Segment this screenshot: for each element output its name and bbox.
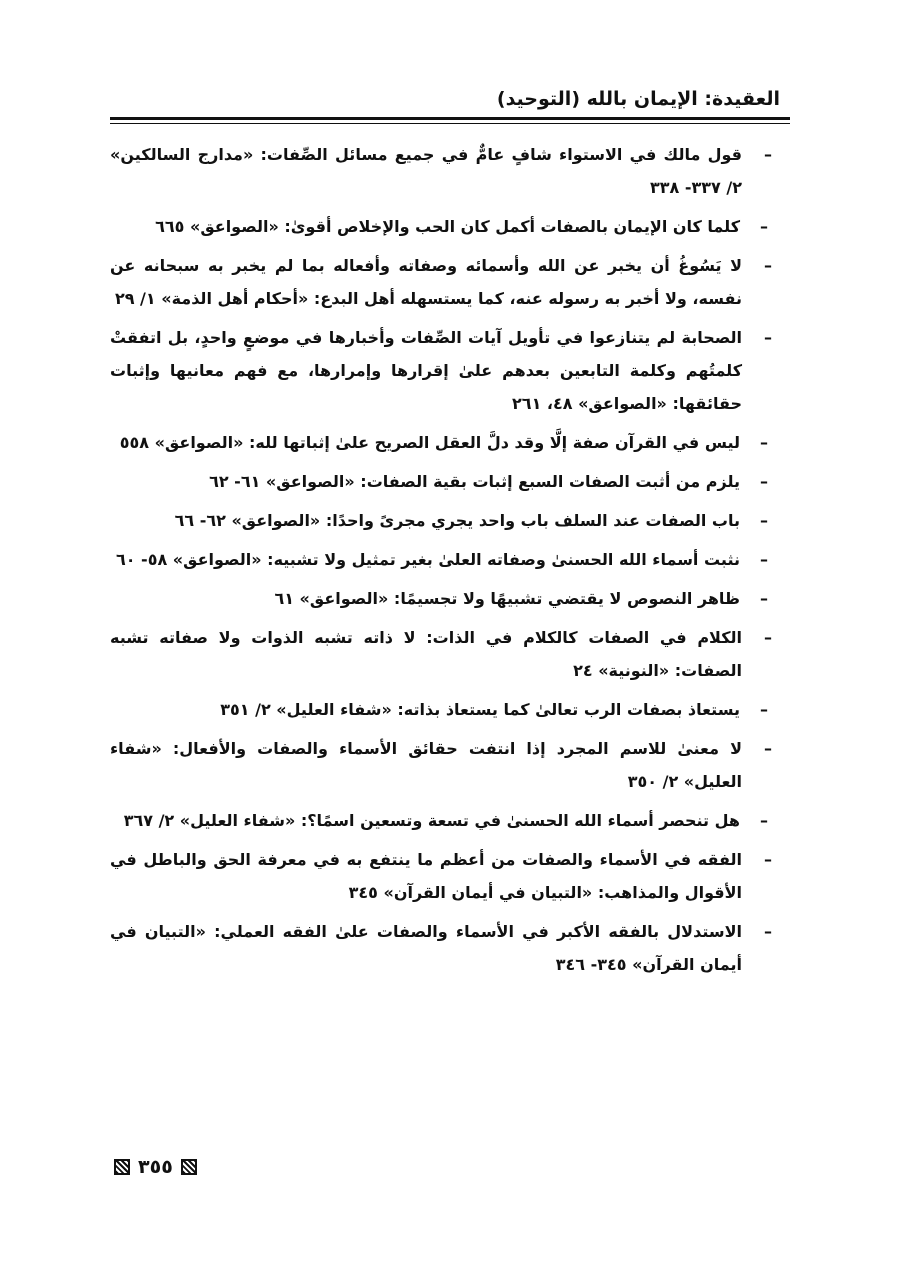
dash-bullet: – bbox=[760, 589, 768, 608]
index-entry bbox=[110, 543, 790, 576]
ornament-icon bbox=[181, 1159, 197, 1175]
dash-bullet: – bbox=[760, 550, 768, 569]
page-number: ٣٥٥ bbox=[138, 1156, 173, 1178]
dash-bullet: – bbox=[760, 472, 768, 491]
index-entry bbox=[110, 621, 790, 687]
index-entry bbox=[110, 693, 790, 726]
index-entry bbox=[110, 426, 790, 459]
entry-text: كلما كان الإيمان بالصفات أكمل كان الحب والإخلاص أقوىٰ: «الصواعق» ٦٦٥ bbox=[155, 217, 740, 236]
header-rule-thin bbox=[110, 123, 790, 124]
dash-bullet: – bbox=[760, 700, 768, 719]
entry-text: باب الصفات عند السلف باب واحد يجري مجرىً واحدًا: «الصواعق» ٦٢- ٦٦ bbox=[174, 511, 740, 530]
dash-bullet: – bbox=[764, 256, 772, 275]
index-entry bbox=[110, 321, 790, 420]
entry-text: ظاهر النصوص لا يقتضي تشبيهًا ولا تجسيمًا: «الصواعق» ٦١ bbox=[274, 589, 740, 608]
index-entry bbox=[110, 582, 790, 615]
entry-text: لا يَسُوغُ أن يخبر عن الله وأسمائه وصفاته وأفعاله بما لم يخبر به سبحانه عن نفسه، ولا أخبر به رسوله عنه، كما يستسهله أهل البدع: «أحكام أهل الذمة» ١/ ٢٩ bbox=[110, 256, 742, 308]
index-entry bbox=[110, 732, 790, 798]
running-header: العقيدة: الإيمان بالله (التوحيد) bbox=[496, 88, 780, 110]
entry-text: يستعاذ بصفات الرب تعالىٰ كما يستعاذ بذاته: «شفاء العليل» ٢/ ٣٥١ bbox=[220, 700, 740, 719]
index-entry bbox=[110, 915, 790, 981]
dash-bullet: – bbox=[760, 811, 768, 830]
entry-text: الصحابة لم يتنازعوا في تأويل آيات الصِّفات وأخبارها في موضعٍ واحدٍ، بل اتفقتْ كلمتُهم وكلمة التابعين بعدهم علىٰ إقرارها وإمرارها، مع فهم معانيها وإثبات حقائقها: «الصواعق» ٤٨، ٢٦١ bbox=[110, 328, 742, 413]
header-rule-thick bbox=[110, 117, 790, 120]
dash-bullet: – bbox=[760, 433, 768, 452]
dash-bullet: – bbox=[764, 628, 772, 647]
dash-bullet: – bbox=[764, 739, 772, 758]
entry-text: نثبت أسماء الله الحسنىٰ وصفاته العلىٰ بغير تمثيل ولا تشبيه: «الصواعق» ٥٨- ٦٠ bbox=[115, 550, 740, 569]
index-entry bbox=[110, 504, 790, 537]
index-entry bbox=[110, 804, 790, 837]
index-entry bbox=[110, 465, 790, 498]
index-entry bbox=[110, 138, 790, 204]
entry-text: الفقه في الأسماء والصفات من أعظم ما ينتفع به في معرفة الحق والباطل في الأقوال والمذاهب: «التبيان في أيمان القرآن» ٣٤٥ bbox=[110, 850, 742, 902]
page-footer bbox=[114, 1156, 197, 1178]
entry-text: ليس في القرآن صفة إلَّا وقد دلَّ العقل الصريح علىٰ إثباتها لله: «الصواعق» ٥٥٨ bbox=[119, 433, 740, 452]
entry-text: الاستدلال بالفقه الأكبر في الأسماء والصفات علىٰ الفقه العملي: «التبيان في أيمان القرآن» ٣٤٥- ٣٤٦ bbox=[110, 922, 742, 974]
index-entry bbox=[110, 843, 790, 909]
dash-bullet: – bbox=[764, 922, 772, 941]
dash-bullet: – bbox=[764, 850, 772, 869]
dash-bullet: – bbox=[764, 328, 772, 347]
entry-text: هل تنحصر أسماء الله الحسنىٰ في تسعة وتسعين اسمًا؟: «شفاء العليل» ٢/ ٣٦٧ bbox=[123, 811, 740, 830]
index-entries bbox=[110, 138, 790, 987]
dash-bullet: – bbox=[760, 511, 768, 530]
entry-text: قول مالك في الاستواء شافٍ عامٌّ في جميع مسائل الصِّفات: «مدارج السالكين» ٢/ ٣٣٧- ٣٣٨ bbox=[110, 145, 742, 197]
dash-bullet: – bbox=[764, 145, 772, 164]
entry-text: الكلام في الصفات كالكلام في الذات: لا ذاته تشبه الذوات ولا صفاته تشبه الصفات: «النونية» ٢٤ bbox=[110, 628, 742, 680]
dash-bullet: – bbox=[760, 217, 768, 236]
ornament-icon bbox=[114, 1159, 130, 1175]
entry-text: لا معنىٰ للاسم المجرد إذا انتفت حقائق الأسماء والصفات والأفعال: «شفاء العليل» ٢/ ٣٥٠ bbox=[110, 739, 742, 791]
index-entry bbox=[110, 210, 790, 243]
index-entry bbox=[110, 249, 790, 315]
entry-text: يلزم من أثبت الصفات السبع إثبات بقية الصفات: «الصواعق» ٦١- ٦٢ bbox=[209, 472, 740, 491]
